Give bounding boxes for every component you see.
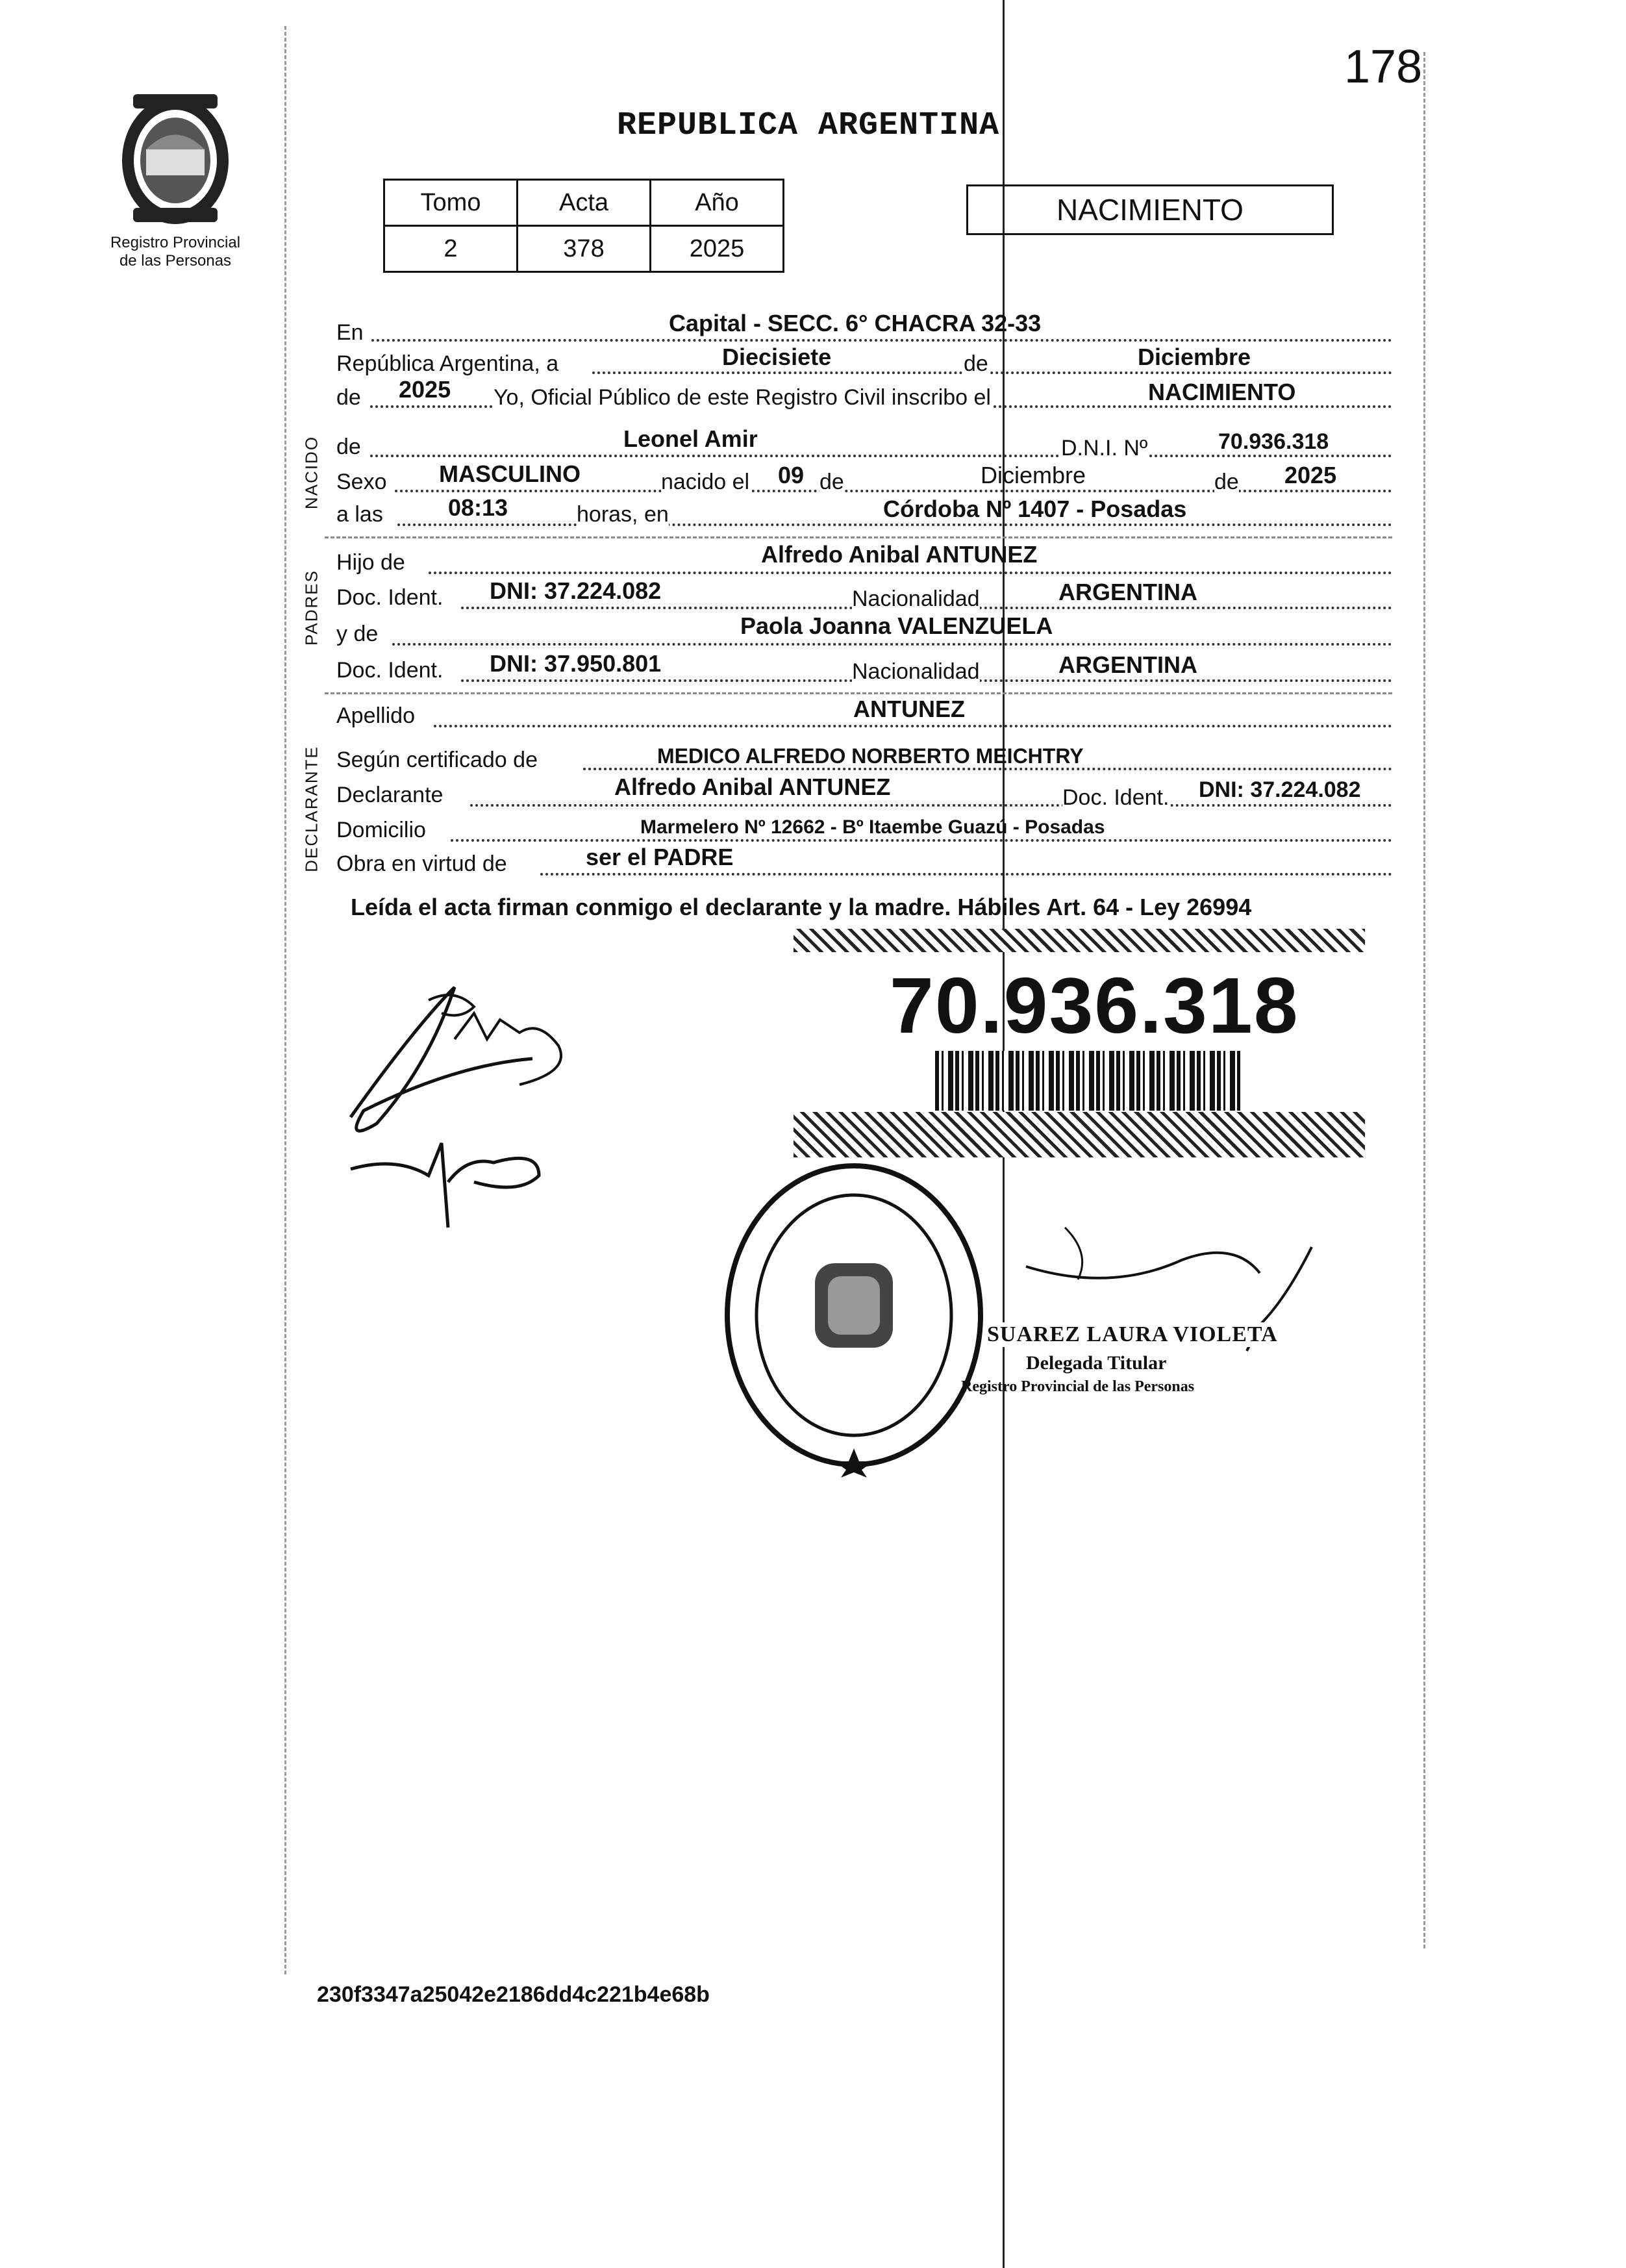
value-declarante-doc: DNI: 37.224.082 xyxy=(1199,777,1361,802)
record-type-box xyxy=(966,184,1334,235)
label-republica: República Argentina, a xyxy=(336,351,559,376)
value-hora: 08:13 xyxy=(448,494,508,521)
label-yo-oficial: Yo, Oficial Público de este Registro Civil inscribo el xyxy=(494,385,991,410)
value-dia-nacimiento: 09 xyxy=(778,462,805,488)
label-de-name: de xyxy=(336,435,361,459)
value-anio-inscripcion: 2025 xyxy=(399,376,451,403)
value-certificado: MEDICO ALFREDO NORBERTO MEICHTRY xyxy=(657,744,1084,768)
label-de: de xyxy=(964,351,988,376)
label-de-year2: de xyxy=(1214,470,1239,494)
label-obra-en-virtud: Obra en virtud de xyxy=(336,851,507,876)
barcode xyxy=(935,1051,1240,1111)
label-de-year: de xyxy=(336,385,361,410)
side-label-nacido: NACIDO xyxy=(301,435,321,510)
label-de-month: de xyxy=(819,470,844,494)
value-domicilio: Marmelero Nº 12662 - Bº Itaembe Guazú - Posadas xyxy=(640,816,1105,838)
table-value-acta: 378 xyxy=(518,226,651,272)
label-nacionalidad-madre: Nacionalidad xyxy=(852,659,980,684)
table-header-anio: Año xyxy=(651,180,784,226)
label-en: En xyxy=(336,320,364,345)
label-declarante: Declarante xyxy=(336,783,444,807)
value-lugar: Capital - SECC. 6° CHACRA 32-33 xyxy=(669,310,1042,336)
value-padre: Alfredo Anibal ANTUNEZ xyxy=(761,541,1038,568)
table-header-tomo: Tomo xyxy=(384,180,518,226)
label-doc-ident-madre: Doc. Ident. xyxy=(336,658,444,683)
value-nombre: Leonel Amir xyxy=(623,425,758,452)
official-title: Delegada Titular xyxy=(1026,1352,1167,1374)
signature-declarante xyxy=(325,961,597,1234)
value-dni-nacido: 70.936.318 xyxy=(1218,429,1329,454)
label-doc-ident-declarante: Doc. Ident. xyxy=(1062,785,1169,810)
label-y-de: y de xyxy=(336,622,379,646)
table-value-tomo: 2 xyxy=(384,226,518,272)
table-value-anio: 2025 xyxy=(651,226,784,272)
logo-caption-line2: de las Personas xyxy=(119,252,232,270)
official-stamp xyxy=(718,1153,990,1478)
security-strip-top xyxy=(794,929,1365,952)
side-label-padres: PADRES xyxy=(301,570,321,646)
document-hash: 230f3347a25042e2186dd4c221b4e68b xyxy=(317,1982,710,2007)
logo-caption-line1: Registro Provincial xyxy=(110,234,241,251)
closing-text: Leída el acta firman conmigo el declarante y la madre. Hábiles Art. 64 - Ley 26994 xyxy=(351,894,1252,920)
value-mes-inscripcion: Diciembre xyxy=(1138,344,1251,370)
label-doc-ident-padre: Doc. Ident. xyxy=(336,585,444,610)
value-tipo: NACIMIENTO xyxy=(1148,379,1296,405)
label-nacionalidad-padre: Nacionalidad xyxy=(852,586,980,611)
seal-provincia-misiones xyxy=(107,88,244,234)
value-padre-doc: DNI: 37.224.082 xyxy=(490,577,662,604)
value-padre-nacionalidad: ARGENTINA xyxy=(1058,579,1197,605)
dni-big-number: 70.936.318 xyxy=(890,961,1299,1050)
label-nacido-el: nacido el xyxy=(661,470,750,494)
security-strip-bottom xyxy=(794,1112,1365,1157)
record-type-label: NACIMIENTO xyxy=(1057,193,1244,227)
value-madre: Paola Joanna VALENZUELA xyxy=(740,612,1053,639)
value-lugar-nacimiento: Córdoba Nº 1407 - Posadas xyxy=(883,496,1187,522)
label-dni: D.N.I. Nº xyxy=(1061,436,1148,460)
label-domicilio: Domicilio xyxy=(336,818,426,842)
table-header-acta: Acta xyxy=(518,180,651,226)
country-title: REPUBLICA ARGENTINA xyxy=(617,107,1000,144)
label-horas-en: horas, en xyxy=(577,502,669,527)
official-office: Registro Provincial de las Personas xyxy=(961,1378,1195,1395)
side-label-declarante: DECLARANTE xyxy=(301,746,321,872)
value-mes-nacimiento: Diciembre xyxy=(981,462,1086,488)
right-margin-line xyxy=(1423,52,1425,1948)
value-anio-nacimiento: 2025 xyxy=(1284,462,1337,488)
logo-caption xyxy=(84,234,266,270)
label-apellido: Apellido xyxy=(336,703,415,728)
value-madre-nacionalidad: ARGENTINA xyxy=(1058,651,1197,678)
value-madre-doc: DNI: 37.950.801 xyxy=(490,650,662,677)
left-margin-line xyxy=(284,26,286,1974)
page-number: 178 xyxy=(1344,41,1423,93)
register-table xyxy=(383,179,784,273)
official-name: SUAREZ LAURA VIOLETA xyxy=(987,1322,1278,1346)
value-sexo: MASCULINO xyxy=(439,460,581,487)
label-segun-certificado: Según certificado de xyxy=(336,748,538,772)
label-a-las: a las xyxy=(336,502,383,527)
value-dia-inscripcion: Diecisiete xyxy=(722,344,832,370)
label-hijo-de: Hijo de xyxy=(336,550,405,575)
value-apellido: ANTUNEZ xyxy=(853,696,965,722)
value-declarante: Alfredo Anibal ANTUNEZ xyxy=(614,774,891,800)
value-obra-en-virtud: ser el PADRE xyxy=(586,844,734,870)
label-sexo: Sexo xyxy=(336,470,387,494)
